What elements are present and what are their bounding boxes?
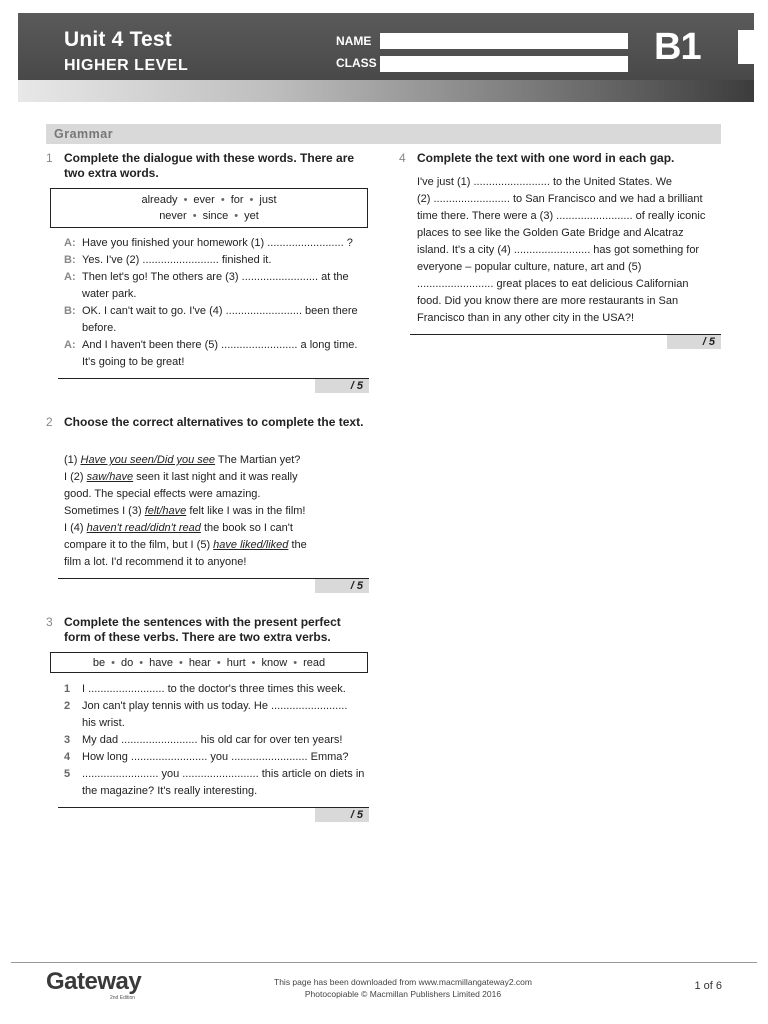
word-row: never • since • yet (159, 210, 259, 222)
dialogue-line: B: Yes. I've (2) ......................... finished it. (64, 252, 370, 269)
sentence: 4 How long ......................... you ......................... Emma? (64, 751, 349, 763)
score-box: / 5 (315, 379, 369, 393)
text-line: compare it to the film, but I (5) have liked/liked the (64, 539, 307, 551)
sentence: the magazine? It's really interesting. (82, 785, 258, 797)
text-line: I (2) saw/have seen it last night and it was really (64, 471, 298, 483)
dialogue-line: It's going to be great! (82, 356, 185, 368)
text-line: I've just (1) ......................... to the United States. We (417, 176, 672, 188)
word-box (50, 188, 368, 228)
footer-text (248, 976, 558, 1000)
question-number: 2 (46, 415, 53, 429)
score-box: / 5 (667, 335, 721, 349)
text-line: time there. There were a (3) ......................... of really iconic (417, 210, 706, 222)
text-line: ......................... great places to eat delicious Californian (417, 278, 689, 290)
question-instruction: Complete the dialogue with these words. There are two extra words. (64, 151, 355, 180)
dialogue-line: before. (82, 322, 117, 334)
question-number: 4 (399, 151, 406, 165)
word: be (92, 657, 106, 669)
text-line: (1) Have you seen/Did you see The Martian yet? (64, 454, 301, 466)
name-label: NAME (336, 34, 372, 48)
word: since (202, 210, 229, 222)
section-header (46, 124, 721, 144)
sentence: 5 ......................... you ......................... this article on diets in (64, 768, 365, 780)
text-line: good. The special effects were amazing. (64, 488, 261, 500)
question-number: 1 (46, 151, 53, 165)
text-line: film a lot. I'd recommend it to anyone! (64, 556, 247, 568)
text-line: food. Did you know there are more restaurants in San (417, 295, 679, 307)
text-line: everyone – popular culture, nature, art and (5) (417, 261, 642, 273)
question-instruction: Complete the sentences with the present perfect form of these verbs. There are two extra verbs. (64, 615, 341, 644)
text-line: (2) ......................... to San Francisco and we had a brilliant (417, 193, 703, 205)
page-number: 1 of 6 (694, 980, 722, 992)
text-line: places to see like the Golden Gate Bridge and Alcatraz (417, 227, 684, 239)
word: have (149, 657, 173, 669)
word: ever (193, 194, 215, 206)
dialogue-line: A: Then let's go! The others are (3) ......................... at the (64, 269, 370, 286)
level-badge: B1 (654, 26, 701, 68)
alternatives[interactable]: have liked/liked (213, 539, 289, 551)
word: hurt (226, 657, 246, 669)
word: hear (188, 657, 211, 669)
speaker: A: (64, 339, 76, 351)
text-line: island. It's a city (4) ......................... has got something for (417, 244, 700, 256)
question-number: 3 (46, 615, 53, 629)
alternatives[interactable]: saw/have (86, 471, 134, 483)
alternatives[interactable]: felt/have (144, 505, 187, 517)
speaker: B: (64, 254, 76, 266)
score-box: / 5 (315, 808, 369, 822)
dialogue-line: B: OK. I can't wait to go. I've (4) ......................... been there (64, 303, 370, 320)
gap-text (417, 174, 723, 327)
header-fade (18, 80, 754, 102)
test-header (18, 13, 754, 102)
class-field[interactable] (380, 56, 628, 72)
word: yet (244, 210, 259, 222)
text-line: Francisco than in any other city in the USA?! (417, 312, 635, 324)
word: for (230, 194, 244, 206)
alternatives[interactable]: Have you seen/Did you see (80, 454, 216, 466)
question-instruction: Complete the text with one word in each gap. (417, 151, 675, 165)
copyright-notice: Photocopiable © Macmillan Publishers Limited 2016 (304, 989, 502, 999)
word: just (259, 194, 277, 206)
word-box: be • do • have • hear • hurt • know • read (50, 652, 368, 673)
download-notice: This page has been downloaded from www.macmillangateway2.com (274, 977, 532, 987)
sentence: his wrist. (82, 717, 125, 729)
section-title: Grammar (54, 127, 114, 141)
dialogue-line: water park. (82, 288, 137, 300)
word: know (261, 657, 288, 669)
test-title: Unit 4 Test (64, 28, 172, 51)
sentence: 2 Jon can't play tennis with us today. He ......................... (64, 700, 348, 712)
word: read (303, 657, 326, 669)
class-label: CLASS (336, 56, 377, 70)
level-badge-block (738, 30, 754, 64)
dialogue-line: A: And I haven't been there (5) ......................... a long time. (64, 337, 370, 354)
name-field[interactable] (380, 33, 628, 49)
text-line: Sometimes I (3) felt/have felt like I was in the film! (64, 505, 306, 517)
score-box: / 5 (315, 579, 369, 593)
sentence: 1 I ......................... to the doctor's three times this week. (64, 683, 346, 695)
test-subtitle: HIGHER LEVEL (64, 57, 189, 74)
word: do (120, 657, 134, 669)
dialogue (64, 235, 370, 371)
word: already (141, 194, 178, 206)
footer-divider (11, 962, 757, 963)
choice-text (64, 452, 370, 571)
word: never (159, 210, 187, 222)
speaker: A: (64, 237, 76, 249)
logo-edition: 2nd Edition (110, 995, 136, 1001)
sentence: 3 My dad ......................... his old car for over ten years! (64, 734, 343, 746)
text-line: I (4) haven't read/didn't read the book so I can't (64, 522, 293, 534)
speaker: B: (64, 305, 76, 317)
dialogue-line: A: Have you finished your homework (1) ......................... ? (64, 235, 370, 252)
word-row: already • ever • for • just (141, 194, 277, 206)
sentences (64, 681, 370, 800)
alternatives[interactable]: haven't read/didn't read (86, 522, 201, 534)
question-instruction: Choose the correct alternatives to complete the text. (64, 415, 364, 429)
gateway-logo: Gateway (46, 968, 142, 995)
speaker: A: (64, 271, 76, 283)
